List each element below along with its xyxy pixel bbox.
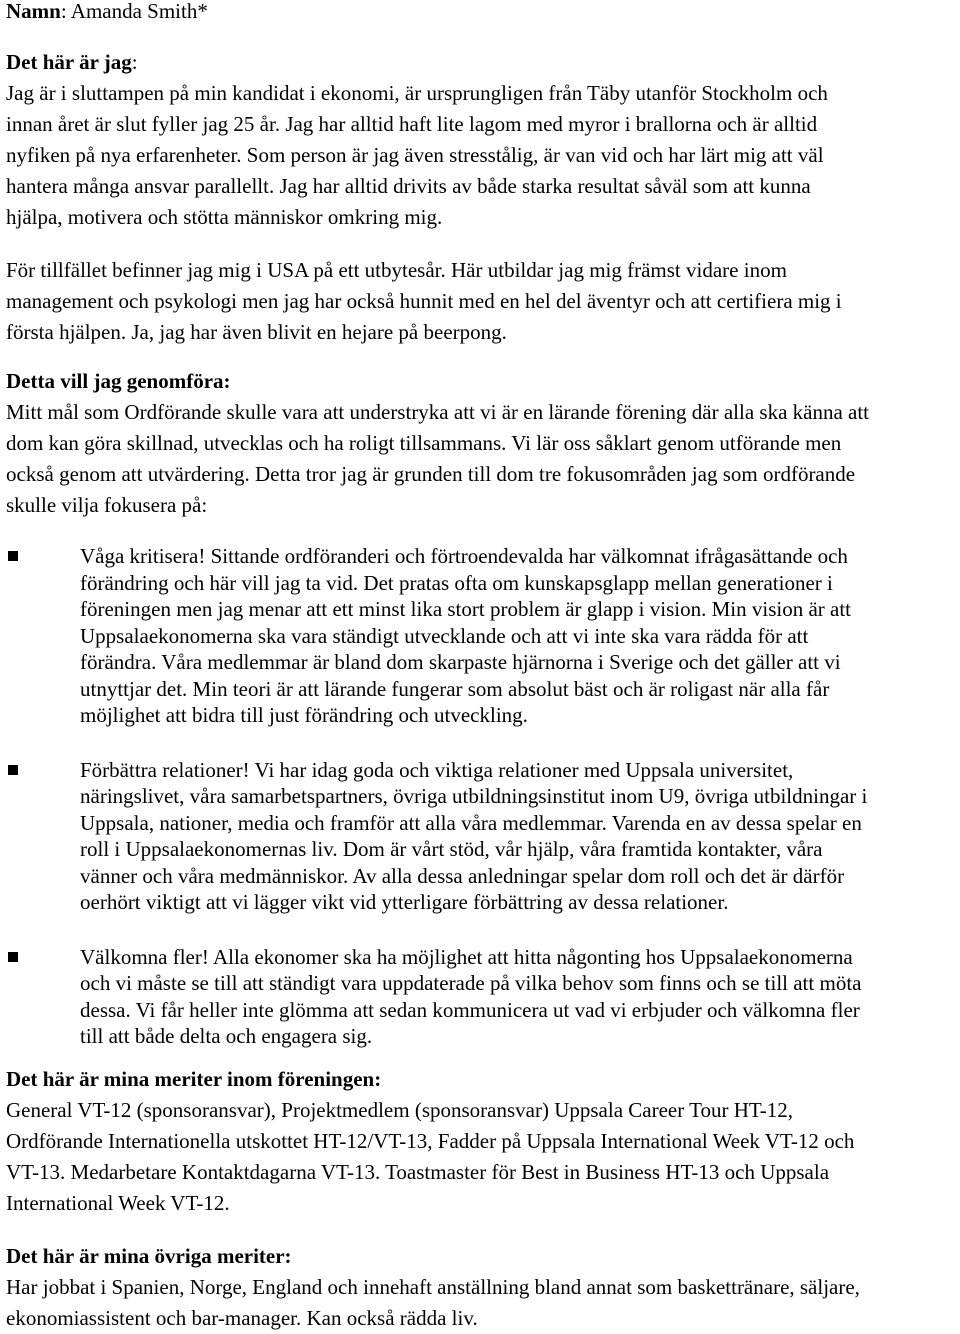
square-bullet-icon xyxy=(8,952,18,962)
spacer xyxy=(6,521,954,543)
spacer xyxy=(6,348,954,366)
about-paragraph-1 xyxy=(6,78,954,233)
goals-heading xyxy=(6,366,954,397)
bullet-item xyxy=(6,543,954,729)
bullet-line: Uppsala, nationer, media och framför att alla våra medlemmar. Varenda en av dessa spelar en xyxy=(80,810,862,835)
bullet-line: utnyttjar det. Min teori är att lärande fungerar som absolut bäst och är roligast när alla får xyxy=(80,676,830,701)
bullet-line: dessa. Vi får heller inte glömma att sedan kommunicera ut vad vi erbjuder och välkomna fler xyxy=(80,997,860,1022)
spacer xyxy=(6,916,954,944)
about-paragraph-2 xyxy=(6,255,954,348)
text-line: management och psykologi men jag har också hunnit med en hel del äventyr och att certifiera mig i xyxy=(6,289,842,313)
text-line: General VT-12 (sponsoransvar), Projektmedlem (sponsoransvar) Uppsala Career Tour HT-12, xyxy=(6,1097,794,1122)
bullet-line: Uppsalaekonomerna ska vara ständigt utvecklande och att vi inte ska vara rädda för att xyxy=(80,623,809,648)
merits-association-heading xyxy=(6,1064,954,1095)
about-heading-text: Det här är jag xyxy=(6,50,132,74)
text-line: VT-13. Medarbetare Kontaktdagarna VT-13. Toastmaster för Best in Business HT-13 och Uppsala xyxy=(6,1159,830,1184)
name-label: Namn xyxy=(6,0,61,23)
name-separator: : xyxy=(60,0,71,23)
text-line: Ordförande Internationella utskottet HT-12/VT-13, Fadder på Uppsala International Week VT-12 och xyxy=(6,1128,855,1153)
text-line: skulle vilja fokusera på: xyxy=(6,493,208,517)
text-line: första hjälpen. Ja, jag har även blivit en hejare på beerpong. xyxy=(6,320,507,344)
bullet-line: förändra. Våra medlemmar är bland dom skarpaste hjärnorna i Sverige och det gäller att vi xyxy=(80,650,841,674)
square-bullet-icon xyxy=(8,551,18,561)
text-line: innan året är slut fyller jag 25 år. Jag har alltid haft lite lagom med myror i brallorna och är alltid xyxy=(6,112,818,136)
bullet-line: vänner och våra medmänniskor. Av alla dessa anledningar spelar dom roll och det är därför xyxy=(80,863,845,888)
text-line: Mitt mål som Ordförande skulle vara att understryka att vi är en lärande förening där alla ska känna att xyxy=(6,400,870,424)
spacer xyxy=(6,233,954,255)
bullet-item xyxy=(6,944,954,1050)
merits-other-heading xyxy=(6,1241,954,1272)
text-line: För tillfället befinner jag mig i USA på ett utbytesår. Här utbildar jag mig främst vidare inom xyxy=(6,258,787,282)
text-line: hjälpa, motivera och stötta människor omkring mig. xyxy=(6,205,443,229)
spacer xyxy=(6,729,954,757)
document-page xyxy=(6,0,954,1334)
bullet-line: oerhört viktigt att vi lägger vikt vid ytterligare förbättring av dessa relationer. xyxy=(80,890,729,914)
bullet-line: Förbättra relationer! Vi har idag goda och viktiga relationer med Uppsala universitet, xyxy=(80,757,794,782)
about-heading-suffix: : xyxy=(131,50,138,74)
merits-other-text xyxy=(6,1272,954,1334)
spacer xyxy=(6,1050,954,1064)
text-line: Har jobbat i Spanien, Norge, England och innehaft anställning bland annat som baskettränare, säljare, xyxy=(6,1274,860,1299)
bullet-line: och vi måste se till att ständigt vara uppdaterade på vilka behov som finns och se till att möta xyxy=(80,971,862,995)
name-row xyxy=(6,0,954,27)
about-heading xyxy=(6,47,954,78)
bullet-item xyxy=(6,757,954,916)
text-line: International Week VT-12. xyxy=(6,1190,230,1215)
bullet-line: föreningen men jag menar att ett minst lika stort problem är glapp i vision. Min vision är att xyxy=(80,597,852,621)
square-bullet-icon xyxy=(8,765,18,775)
text-line: dom kan göra skillnad, utvecklas och ha roligt tillsammans. Vi lär oss såklart genom utförande men xyxy=(6,431,842,455)
merits-association-heading-text: Det här är mina meriter inom föreningen: xyxy=(6,1066,382,1091)
bullet-line: roll i Uppsalaekonomernas liv. Dom är vårt stöd, vår hjälp, våra framtida kontakter, våra xyxy=(80,837,823,861)
name-value: Amanda Smith* xyxy=(70,0,208,23)
text-line: hantera många ansvar parallellt. Jag har alltid drivits av både starka resultat såväl som att kunna xyxy=(6,174,811,198)
spacer xyxy=(6,27,954,47)
text-line: Jag är i sluttampen på min kandidat i ekonomi, är ursprungligen från Täby utanför Stockholm och xyxy=(6,81,828,105)
merits-association-text xyxy=(6,1095,954,1219)
bullet-line: Våga kritisera! Sittande ordföranderi och förtroendevalda har välkomnat ifrågasättande och xyxy=(80,544,848,568)
bullet-line: möjlighet att bidra till just förändring och utveckling. xyxy=(80,703,528,727)
spacer xyxy=(6,1219,954,1241)
goals-heading-text: Detta vill jag genomföra: xyxy=(6,369,231,393)
bullet-line: förändring och här vill jag ta vid. Det pratas ofta om kunskapsglapp mellan generationer i xyxy=(80,570,833,595)
text-line: nyfiken på nya erfarenheter. Som person är jag även stresstålig, är van vid och har lärt mig att väl xyxy=(6,143,824,167)
bullet-line: Välkomna fler! Alla ekonomer ska ha möjlighet att hitta någonting hos Uppsalaekonomerna xyxy=(80,944,853,969)
merits-other-heading-text: Det här är mina övriga meriter: xyxy=(6,1243,292,1268)
goals-intro xyxy=(6,397,954,521)
text-line: också genom att utvärdering. Detta tror jag är grunden till dom tre fokusområden jag som ordförande xyxy=(6,462,856,486)
text-line: ekonomiassistent och bar-manager. Kan också rädda liv. xyxy=(6,1305,478,1330)
bullet-line: näringslivet, våra samarbetspartners, övriga utbildningsinstitut inom U9, övriga utbildningar i xyxy=(80,784,868,808)
bullet-line: till att både delta och engagera sig. xyxy=(80,1024,373,1048)
